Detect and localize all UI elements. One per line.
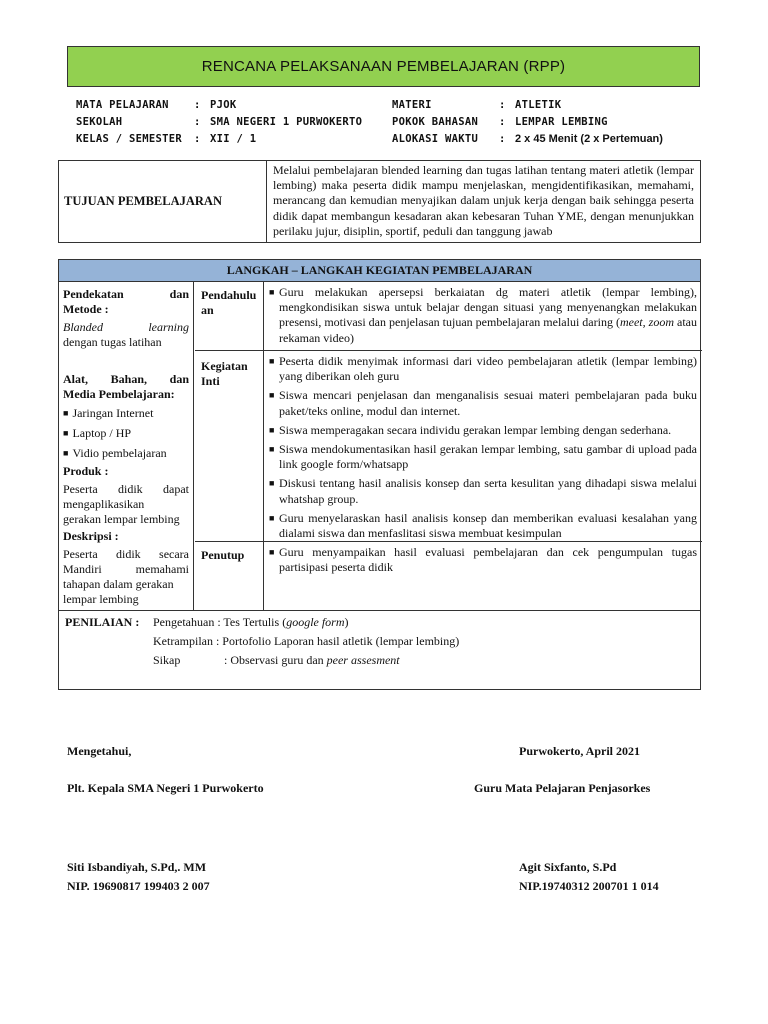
info-colon: : xyxy=(194,133,201,145)
spacer xyxy=(63,350,189,372)
list-item-text: Siswa mencari penjelasan dan menganalisis sesuai materi pembelajaran pada buku paket/teks online, modul dan internet. xyxy=(279,388,697,418)
info-colon: : xyxy=(194,99,201,111)
list-item-text: Laptop / HP xyxy=(72,426,132,440)
pengetahuan-close: ) xyxy=(344,615,349,629)
deskripsi-text: Peserta didik secara xyxy=(63,547,189,561)
info-left xyxy=(76,97,362,148)
kepala-nip: NIP. 19690817 199403 2 007 xyxy=(67,879,210,893)
info-row xyxy=(392,97,663,114)
list-item xyxy=(63,406,189,422)
square-bullet-icon: ■ xyxy=(63,408,69,418)
info-key: MATA PELAJARAN xyxy=(76,99,169,111)
list-item-text: Guru menyampaikan hasil evaluasi pembelajaran dan cek pengumpulan tugas partisipasi peserta didik xyxy=(279,545,697,575)
info-key: ALOKASI WAKTU xyxy=(392,133,479,145)
list-item-text: Siswa mendokumentasikan hasil gerakan lempar lembing, satu gambar di upload pada link google form/whatsapp xyxy=(279,442,697,472)
stage-penutup xyxy=(195,542,702,611)
alat-label: Alat, Bahan, dan xyxy=(63,372,189,386)
list-item-text: Siswa memperagakan secara individu gerakan lempar lembing dengan sederhana. xyxy=(279,422,672,437)
stage-inti xyxy=(195,351,702,542)
stage-label: Penutup xyxy=(195,542,264,611)
metode-label: Metode : xyxy=(63,302,109,316)
square-bullet-icon: ■ xyxy=(269,424,275,435)
square-bullet-icon: ■ xyxy=(63,428,69,438)
list-item xyxy=(269,442,697,472)
langkah-header: LANGKAH – LANGKAH KEGIATAN PEMBELAJARAN xyxy=(59,260,700,282)
left-column xyxy=(59,282,194,611)
info-row xyxy=(76,131,362,148)
stage-content xyxy=(264,542,702,611)
square-bullet-icon: ■ xyxy=(269,356,275,366)
title-text: RENCANA PELAKSANAAN PEMBELAJARAN (RPP) xyxy=(201,58,566,75)
deskripsi-label: Deskripsi : xyxy=(63,529,119,543)
produk-label: Produk : xyxy=(63,464,109,478)
produk-text-3: gerakan lempar lembing xyxy=(63,512,180,526)
stage-label xyxy=(195,282,264,350)
tujuan-label: TUJUAN PEMBELAJARAN xyxy=(59,161,267,242)
guru-name: Agit Sixfanto, S.Pd xyxy=(519,860,617,874)
stage-label xyxy=(195,351,264,541)
info-colon: : xyxy=(499,133,506,145)
pengetahuan-text: Pengetahuan : Tes Tertulis ( xyxy=(153,615,287,629)
list-item xyxy=(269,545,697,575)
info-key: SEKOLAH xyxy=(76,116,123,128)
info-key: MATERI xyxy=(392,99,432,111)
info-value: 2 x 45 Menit (2 x Pertemuan) xyxy=(515,133,663,145)
list-item-text: Jaringan Internet xyxy=(72,406,154,420)
item-italic: meet, zoom xyxy=(619,315,674,330)
square-bullet-icon: ■ xyxy=(269,390,275,401)
list-item-text xyxy=(279,285,697,346)
guru-nip: NIP.19740312 200701 1 014 xyxy=(519,879,659,893)
langkah-table xyxy=(58,259,701,611)
list-item xyxy=(269,285,697,346)
square-bullet-icon: ■ xyxy=(269,478,275,489)
sikap-italic: peer assesment xyxy=(326,653,400,667)
document-title xyxy=(67,46,700,87)
metode-italic: Blanded learning xyxy=(63,320,189,334)
square-bullet-icon: ■ xyxy=(269,287,275,297)
square-bullet-icon: ■ xyxy=(269,512,275,523)
list-item xyxy=(63,446,189,462)
info-row xyxy=(76,114,362,131)
list-item-text: Guru menyelaraskan hasil analisis konsep dan memberikan evaluasi kesalahan yang dialami siswa dan menfaslitasi siswa membuat kesimpulan xyxy=(279,510,697,541)
info-colon: : xyxy=(499,116,506,128)
info-row xyxy=(76,97,362,114)
deskripsi-text-2: Mandiri memahami xyxy=(63,562,189,576)
info-value: LEMPAR LEMBING xyxy=(515,116,608,128)
langkah-body xyxy=(59,282,700,611)
guru-title: Guru Mata Pelajaran Penjasorkes xyxy=(474,781,651,795)
stage-content xyxy=(264,351,702,541)
produk-text: Peserta didik dapat xyxy=(63,482,189,496)
list-item xyxy=(63,426,189,442)
info-key: POKOK BAHASAN xyxy=(392,116,479,128)
info-value: SMA NEGERI 1 PURWOKERTO xyxy=(210,116,363,128)
info-key: KELAS / SEMESTER xyxy=(76,133,182,145)
square-bullet-icon: ■ xyxy=(269,547,275,557)
list-item xyxy=(269,476,697,506)
list-item-text: Vidio pembelajaran xyxy=(72,446,167,460)
kepala-name: Siti Isbandiyah, S.Pd,. MM xyxy=(67,860,207,874)
sikap-text: : Observasi guru dan xyxy=(224,653,327,667)
produk-text-2: mengaplikasikan xyxy=(63,497,145,511)
deskripsi-text-3: tahapan dalam gerakan xyxy=(63,577,174,591)
list-item-text: Peserta didik menyimak informasi dari video pembelajaran atletik (lempar lembing) yang diberikan oleh guru xyxy=(279,354,697,384)
stage-pendahuluan xyxy=(195,282,702,351)
stage-label-line: Inti xyxy=(201,374,220,388)
penilaian-box xyxy=(58,611,701,690)
square-bullet-icon: ■ xyxy=(269,444,275,455)
metode-text-2: dengan tugas latihan xyxy=(63,335,162,349)
penilaian-ketrampilan: Ketrampilan : Portofolio Laporan hasil atletik (lempar lembing) xyxy=(153,634,460,648)
item-tail: atau rekaman video) xyxy=(279,315,697,345)
tujuan-table xyxy=(58,160,701,243)
info-value: XII / 1 xyxy=(210,133,257,145)
place-date: Purwokerto, April 2021 xyxy=(519,744,640,758)
list-item-text: Diskusi tentang hasil analisis konsep dan serta kesulitan yang dihadapi siswa melalui whatshap group. xyxy=(279,476,697,506)
penilaian-label: PENILAIAN : xyxy=(65,615,140,629)
sikap-key: Sikap xyxy=(153,653,181,667)
mengetahui-text: Mengetahui, xyxy=(67,744,132,758)
list-item xyxy=(269,388,697,418)
penilaian-sikap xyxy=(153,653,400,668)
stage-label-line: Kegiatan xyxy=(201,359,248,373)
pengetahuan-italic: google form xyxy=(286,615,345,629)
info-value: PJOK xyxy=(210,99,237,111)
info-right xyxy=(392,97,663,148)
list-item xyxy=(269,354,697,384)
info-colon: : xyxy=(499,99,506,111)
stage-label-line: an xyxy=(201,303,214,317)
info-value: ATLETIK xyxy=(515,99,562,111)
info-row xyxy=(392,131,663,148)
tujuan-text: Melalui pembelajaran blended learning dan tugas latihan tentang materi atletik (lempar lembing) maka peserta didik mampu menjelaskan, mengidentifikasikan, memahami, merancang dan kemudian menyajikan dalam unjuk kerja dengan baik sehingga peserta didik dapat membangun kesadaran akan kebesaran Tuhan YME, dengan menunjukkan perilaku jujur, disiplin, sportif, peduli dan tanggung jawab xyxy=(273,163,694,238)
stage-label-line: Pendahulu xyxy=(201,288,257,302)
info-colon: : xyxy=(194,116,201,128)
media-label: Media Pembelajaran: xyxy=(63,387,175,401)
kepala-title: Plt. Kepala SMA Negeri 1 Purwokerto xyxy=(67,781,264,795)
item-text: Guru melakukan apersepsi berkaiatan dg materi atletik (lempar lembing), mengkondisikan siswa untuk belajar dengan situasi yang menyenangkan melakukan presensi, motivasi dan penjelasan tujuan pembelajaran melalui daring ( xyxy=(279,285,697,330)
list-item xyxy=(269,511,697,541)
stage-content xyxy=(264,282,702,350)
metode-text xyxy=(63,320,189,335)
square-bullet-icon: ■ xyxy=(63,448,69,458)
deskripsi-text-4: lempar lembing xyxy=(63,592,139,606)
list-item xyxy=(269,423,697,438)
info-row xyxy=(392,114,663,131)
pendekatan-label: Pendekatan dan xyxy=(63,287,189,301)
penilaian-pengetahuan xyxy=(153,615,349,630)
